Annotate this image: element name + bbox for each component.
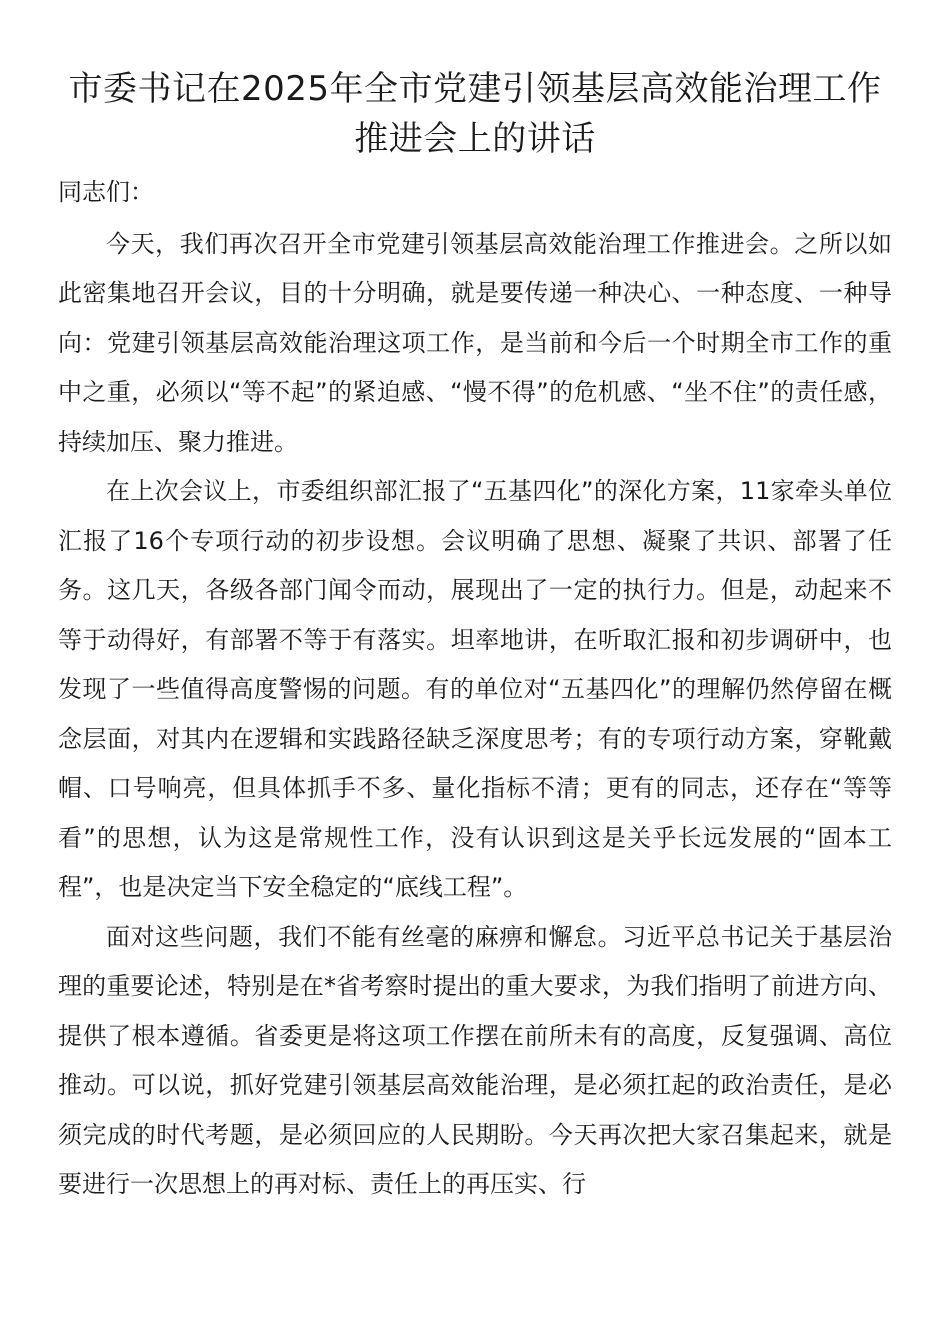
paragraph-2: 在上次会议上，市委组织部汇报了“五基四化”的深化方案，11家牵头单位汇报了16个专项行动的初步设想。会议明确了思想、凝聚了共识、部署了任务。这几天，各级各部门闻令而动，展现出了一定的执行力。但是，动起来不等于动得好，有部署不等于有落实。坦率地讲，在听取汇报和初步调研中，也发现了一些值得高度警惕的问题。有的单位对“五基四化”的理解仍然停留在概念层面，对其内在逻辑和实践路径缺乏深度思考；有的专项行动方案，穿靴戴帽、口号响亮，但具体抓手不多、量化指标不清；更有的同志，还存在“等等看”的思想，认为这是常规性工作，没有认识到这是关乎长远发展的“固本工程”，也是决定当下安全稳定的“底线工程”。: [58, 477, 892, 901]
paragraph-1: 今天，我们再次召开全市党建引领基层高效能治理工作推进会。之所以如此密集地召开会议，目的十分明确，就是要传递一种决心、一种态度、一种导向：党建引领基层高效能治理这项工作，是当前和今后一个时期全市工作的重中之重，必须以“等不起”的紧迫感、“慢不得”的危机感、“坐不住”的责任感，持续加压、聚力推进。: [58, 229, 892, 456]
document-title: 市委书记在2025年全市党建引领基层高效能治理工作推进会上的讲话: [68, 69, 882, 159]
salutation: 同志们：: [58, 178, 154, 206]
document-body: [58, 168, 892, 1210]
paragraph-3: 面对这些问题，我们不能有丝毫的麻痹和懈怠。习近平总书记关于基层治理的重要论述，特别是在*省考察时提出的重大要求，为我们指明了前进方向、提供了根本遵循。省委更是将这项工作摆在前所未有的高度，反复强调、高位推动。可以说，抓好党建引领基层高效能治理，是必须扛起的政治责任，是必须完成的时代考题，是必须回应的人民期盼。今天再次把大家召集起来，就是要进行一次思想上的再对标、责任上的再压实、行: [58, 922, 892, 1198]
